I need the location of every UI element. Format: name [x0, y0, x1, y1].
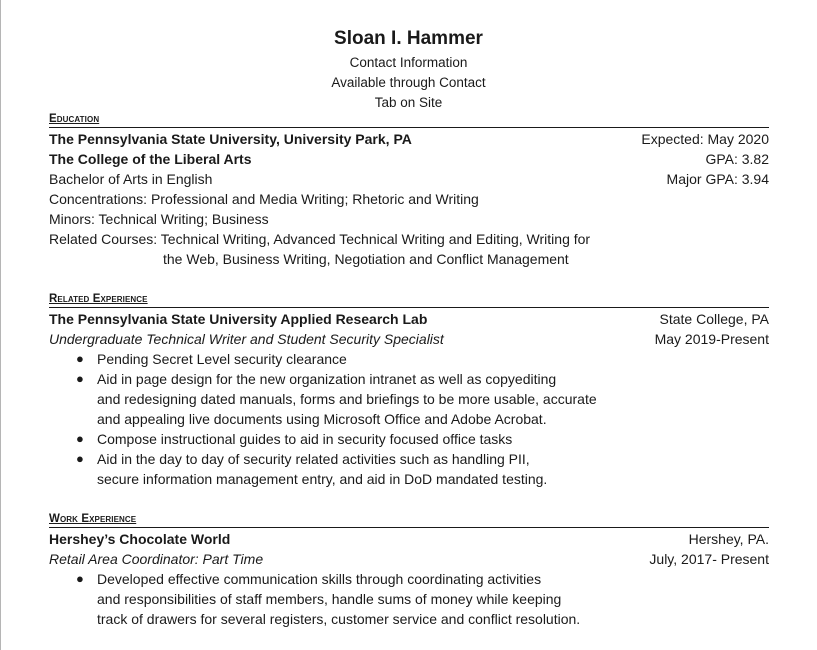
education-section — [49, 112, 769, 269]
resume-header — [0, 27, 817, 113]
bullet-text: Compose instructional guides to aid in security focused office tasks — [97, 431, 513, 447]
job-title: Retail Area Coordinator: Part Time — [49, 551, 264, 567]
bullet-text-continued: and redesigning dated manuals, forms and briefings to be more usable, accurate — [97, 391, 597, 407]
section-divider — [49, 127, 769, 128]
graduation-date: Expected: May 2020 — [641, 131, 769, 147]
education-row-college — [49, 149, 769, 169]
work-experience-section — [49, 512, 769, 629]
bullet-text-continued: track of drawers for several registers, customer service and conflict resolution. — [97, 611, 581, 627]
degree: Bachelor of Arts in English — [49, 171, 213, 187]
employer-name: Hershey’s Chocolate World — [49, 531, 231, 547]
related-experience-bullets — [49, 349, 769, 489]
bullet-text: Developed effective communication skills through coordinating activities — [97, 571, 542, 587]
bullet-text: Pending Secret Level security clearance — [97, 351, 347, 367]
education-heading: Education — [49, 113, 100, 125]
college-name: The College of the Liberal Arts — [49, 151, 252, 167]
bullet-icon: ● — [76, 571, 84, 586]
contact-line-2: Available through Contact — [331, 75, 486, 90]
work-experience-row-role — [49, 549, 769, 569]
bullet-icon: ● — [76, 451, 84, 466]
job-location: Hershey, PA. — [688, 531, 769, 547]
job-dates: May 2019-Present — [654, 331, 769, 347]
bullet-text-continued: and appealing live documents using Microsoft Office and Adobe Acrobat. — [97, 411, 547, 427]
bullet-item — [49, 429, 769, 449]
bullet-item — [49, 449, 769, 489]
related-courses-line-2: the Web, Business Writing, Negotiation and Conflict Management — [163, 251, 569, 267]
candidate-name: Sloan I. Hammer — [334, 28, 483, 49]
concentrations: Concentrations: Professional and Media Writing; Rhetoric and Writing — [49, 191, 479, 207]
minors: Minors: Technical Writing; Business — [49, 211, 269, 227]
university-name: The Pennsylvania State University, University Park, PA — [49, 131, 412, 147]
bullet-text: Aid in page design for the new organization intranet as well as copyediting — [97, 371, 557, 387]
related-experience-heading: Related Experience — [49, 293, 148, 305]
related-courses-line-1: Related Courses: Technical Writing, Advanced Technical Writing and Editing, Writing for — [49, 231, 591, 247]
bullet-icon: ● — [76, 431, 84, 446]
contact-line-3: Tab on Site — [374, 95, 443, 110]
gpa: GPA: 3.82 — [705, 151, 769, 167]
major-gpa: Major GPA: 3.94 — [666, 171, 769, 187]
education-row-degree — [49, 169, 769, 189]
section-divider — [49, 307, 769, 308]
job-location: State College, PA — [659, 311, 769, 327]
bullet-item — [49, 369, 769, 429]
contact-line-1: Contact Information — [349, 55, 468, 70]
bullet-item — [49, 349, 769, 369]
bullet-icon: ● — [76, 371, 84, 386]
related-experience-row-org — [49, 309, 769, 329]
job-title: Undergraduate Technical Writer and Student Security Specialist — [49, 331, 444, 347]
bullet-text-continued: secure information management entry, and aid in DoD mandated testing. — [97, 471, 548, 487]
bullet-text-continued: and responsibilities of staff members, handle sums of money while keeping — [97, 591, 562, 607]
bullet-text: Aid in the day to day of security related activities such as handling PII, — [97, 451, 530, 467]
work-experience-bullets — [49, 569, 769, 629]
related-experience-section — [49, 292, 769, 489]
bullet-icon: ● — [76, 351, 84, 366]
related-experience-row-role — [49, 329, 769, 349]
work-experience-row-org — [49, 529, 769, 549]
job-dates: July, 2017- Present — [649, 551, 769, 567]
education-row-university — [49, 129, 769, 149]
section-divider — [49, 527, 769, 528]
work-experience-heading: Work Experience — [49, 513, 137, 525]
bullet-item — [49, 569, 769, 629]
employer-name: The Pennsylvania State University Applied Research Lab — [49, 311, 428, 327]
